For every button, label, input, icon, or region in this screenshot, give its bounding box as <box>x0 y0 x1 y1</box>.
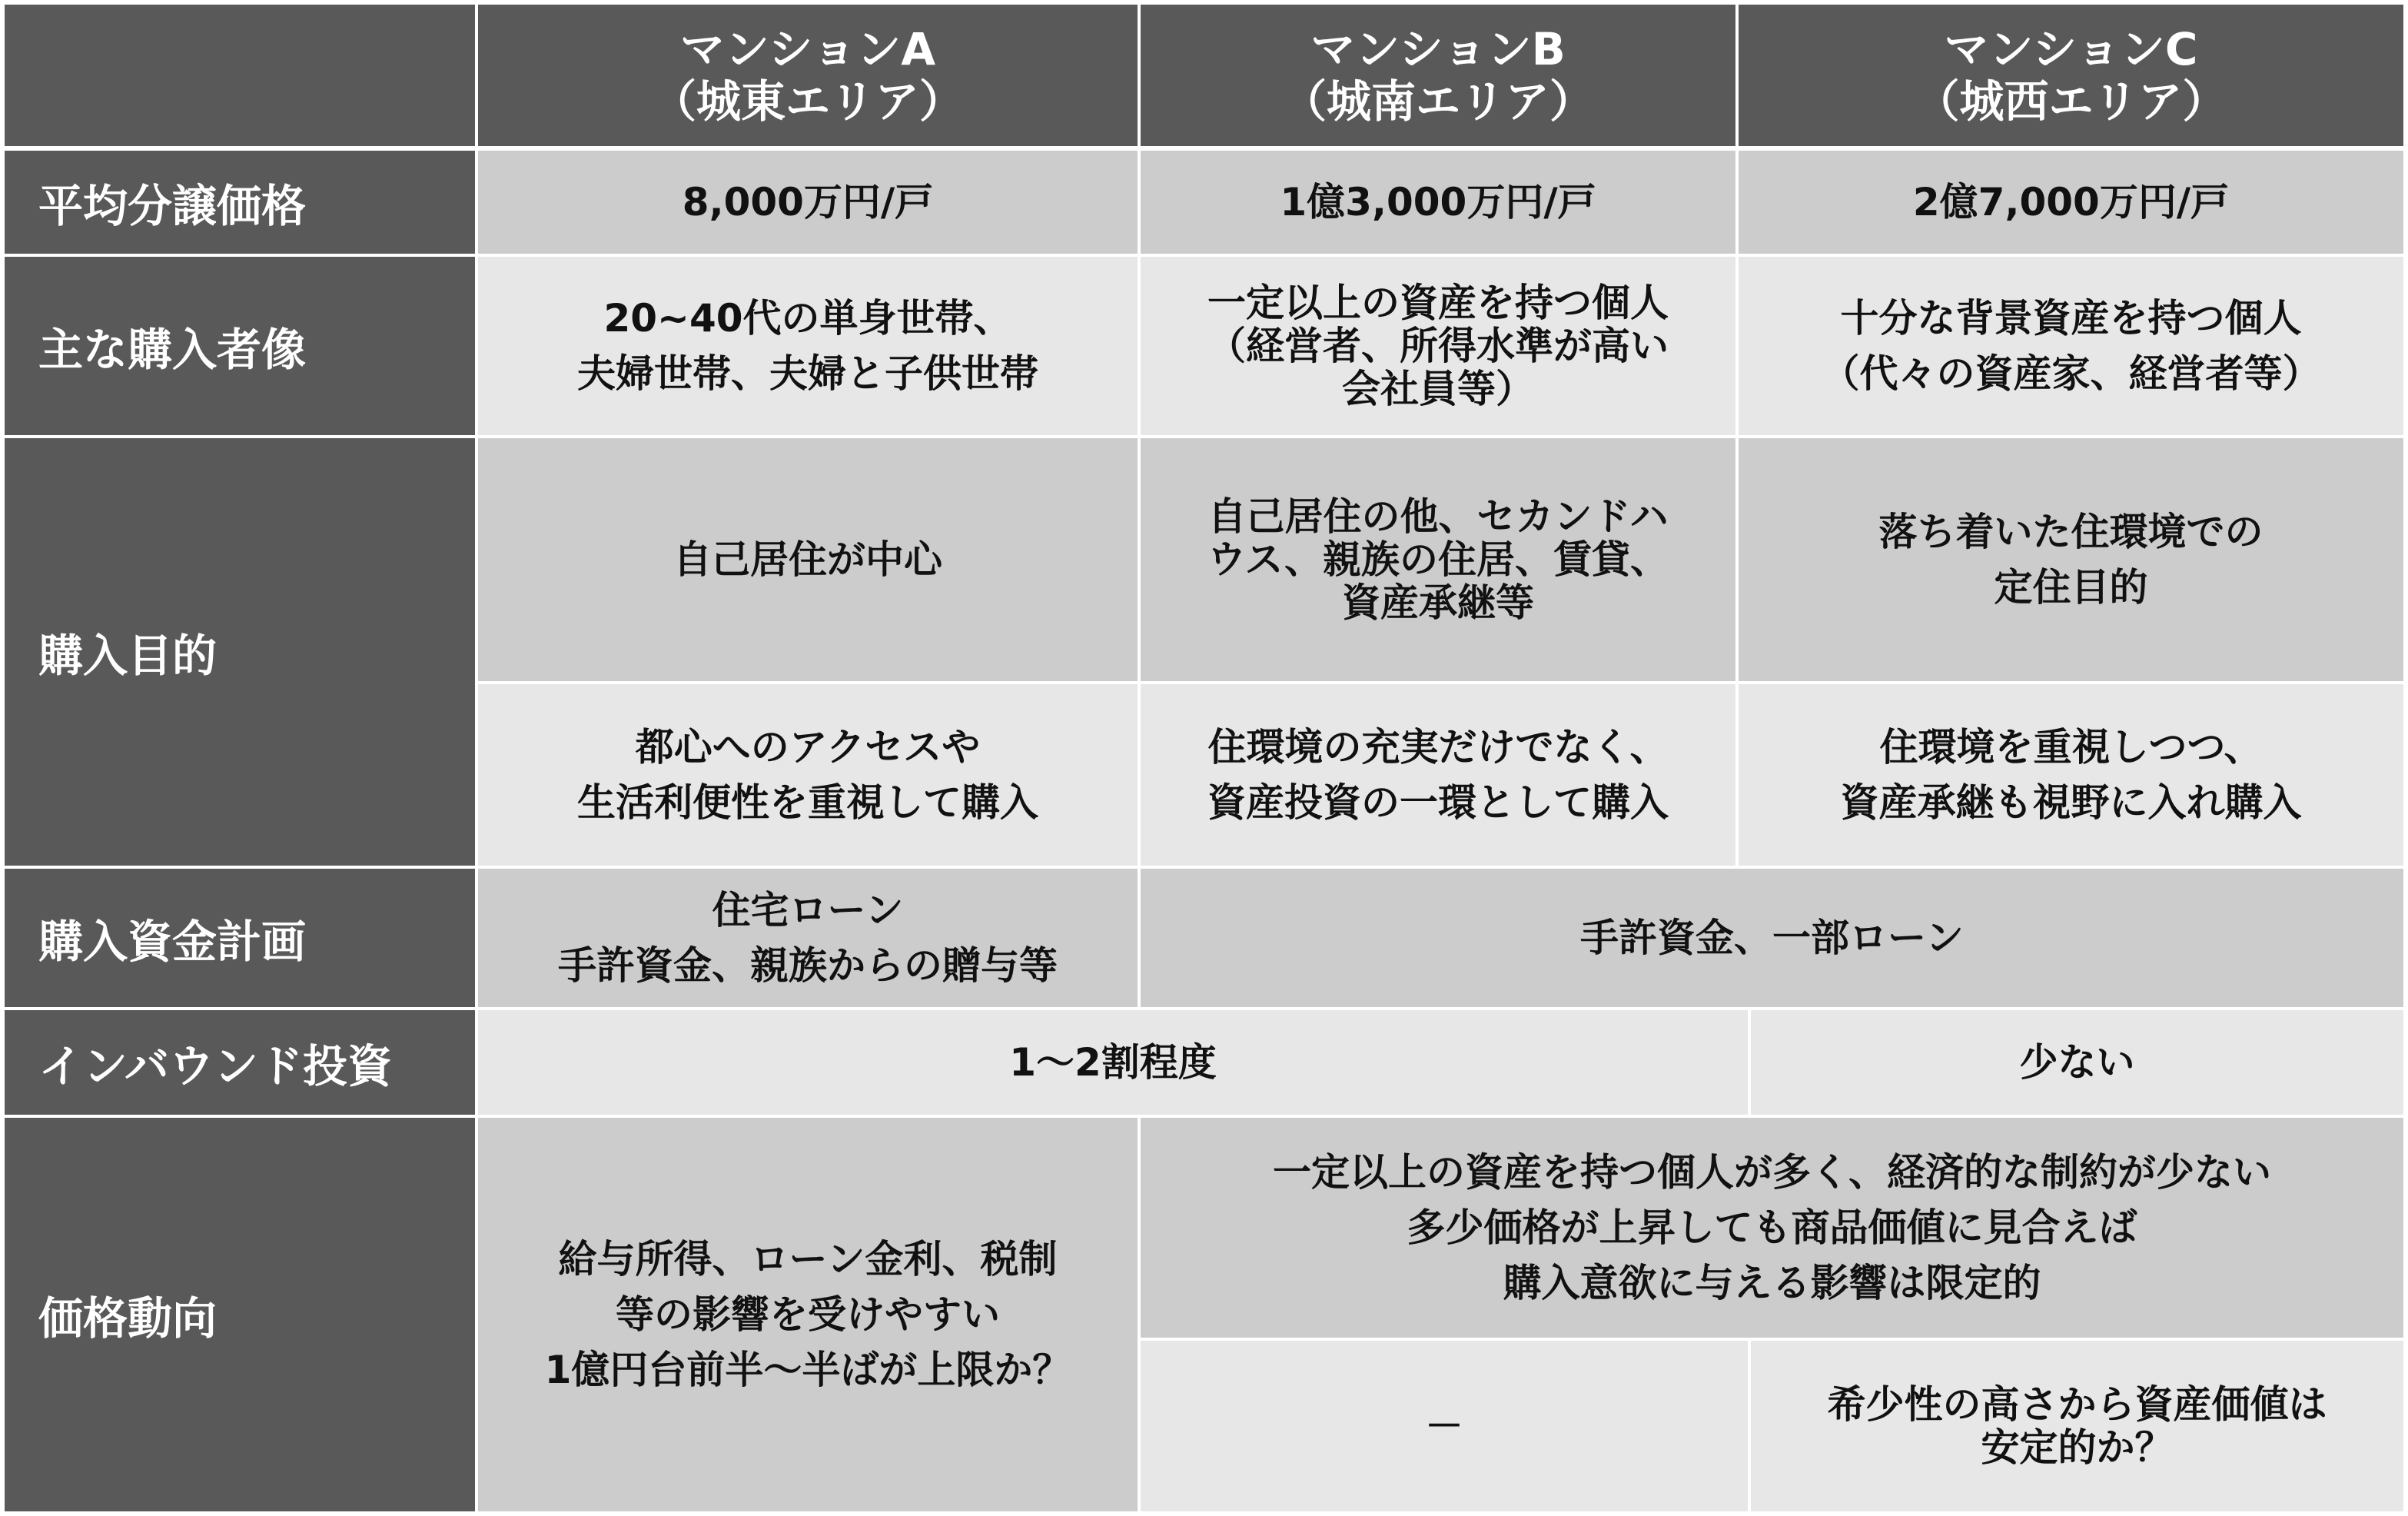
buyer-c-line: （代々の資産家、経営者等） <box>1821 351 2321 396</box>
inbound-c: 少ない <box>1751 1010 2403 1115</box>
row-label-funding: 購入資金計画 <box>5 869 475 1007</box>
funding-a-line: 手許資金、親族からの贈与等 <box>558 943 1058 988</box>
purpose-a1 <box>478 438 1138 681</box>
price-b: 1億3,000万円/戸 <box>1141 151 1735 254</box>
buyer-b-line: 一定以上の資産を持つ個人 <box>1207 281 1669 325</box>
buyer-a <box>478 257 1138 435</box>
header-c-area: （城西エリア） <box>1915 75 2227 128</box>
purpose-c2-line: 住環境を重視しつつ、 <box>1879 725 2263 770</box>
inbound-ab: 1～2割程度 <box>478 1010 1748 1115</box>
trend-a-line: 1億円台前半～半ばが上限か？ <box>544 1348 1071 1392</box>
purpose-b2 <box>1141 684 1735 866</box>
buyer-b-line: （経営者、所得水準が高い <box>1207 324 1669 368</box>
trend-a <box>478 1118 1138 1511</box>
price-a: 8,000万円/戸 <box>478 151 1138 254</box>
buyer-a-line: 夫婦世帯、夫婦と子供世帯 <box>577 351 1038 396</box>
purpose-a2 <box>478 684 1138 866</box>
buyer-b-line: 会社員等） <box>1342 367 1534 411</box>
row-label-buyer: 主な購入者像 <box>5 257 475 435</box>
trend-b: － <box>1141 1341 1748 1511</box>
header-mansion-a <box>478 5 1138 146</box>
trend-a-line: 等の影響を受けやすい <box>616 1292 1000 1337</box>
header-mansion-c <box>1739 5 2403 146</box>
row-label-inbound: インバウンド投資 <box>5 1010 475 1115</box>
header-mansion-b <box>1141 5 1735 146</box>
header-a-name: マンションA <box>679 23 936 75</box>
purpose-c2 <box>1739 684 2403 866</box>
purpose-c1-line: 落ち着いた住環境での <box>1878 510 2264 554</box>
header-corner <box>5 5 475 146</box>
purpose-c1-line: 定住目的 <box>1994 565 2148 610</box>
buyer-c <box>1739 257 2403 435</box>
purpose-b1-line: 自己居住の他、セカンドハ <box>1207 494 1669 539</box>
purpose-a2-line: 都心へのアクセスや <box>635 725 981 770</box>
purpose-b1-line: 資産承継等 <box>1342 580 1534 625</box>
purpose-a1-line: 自己居住が中心 <box>673 537 942 582</box>
price-c: 2億7,000万円/戸 <box>1739 151 2403 254</box>
buyer-a-line: 20~40代の単身世帯、 <box>603 296 1012 341</box>
funding-a-line: 住宅ローン <box>712 888 904 933</box>
purpose-b2-line: 資産投資の一環として購入 <box>1207 780 1669 825</box>
header-b-area: （城南エリア） <box>1281 75 1594 128</box>
trend-c-line: 希少性の高さから資産価値は <box>1827 1382 2327 1427</box>
funding-a <box>478 869 1138 1007</box>
trend-bc <box>1141 1118 2403 1338</box>
row-label-trend: 価格動向 <box>5 1118 475 1511</box>
trend-bc-line: 一定以上の資産を持つ個人が多く、経済的な制約が少ない <box>1273 1150 2271 1195</box>
purpose-c1 <box>1739 438 2403 681</box>
trend-bc-line: 多少価格が上昇しても商品価値に見合えば <box>1407 1205 2137 1250</box>
row-label-purpose: 購入目的 <box>5 438 475 866</box>
header-a-area: （城東エリア） <box>651 75 964 128</box>
trend-c-line: 安定的か？ <box>1981 1425 2174 1470</box>
header-b-name: マンションB <box>1310 23 1566 75</box>
purpose-a2-line: 生活利便性を重視して購入 <box>577 780 1038 825</box>
buyer-b <box>1141 257 1735 435</box>
purpose-c2-line: 資産承継も視野に入れ購入 <box>1840 780 2302 825</box>
trend-a-line: 給与所得、ローン金利、税制 <box>558 1237 1058 1282</box>
purpose-b1-line: ウス、親族の住居、賃貸、 <box>1207 537 1669 582</box>
header-c-name: マンションC <box>1944 23 2198 75</box>
buyer-c-line: 十分な背景資産を持つ個人 <box>1840 296 2302 341</box>
trend-bc-line: 購入意欲に与える影響は限定的 <box>1503 1261 2041 1305</box>
trend-c <box>1751 1341 2403 1511</box>
funding-bc: 手許資金、一部ローン <box>1141 869 2403 1007</box>
purpose-b2-line: 住環境の充実だけでなく、 <box>1207 725 1669 770</box>
row-label-price: 平均分譲価格 <box>5 151 475 254</box>
purpose-b1 <box>1141 438 1735 681</box>
